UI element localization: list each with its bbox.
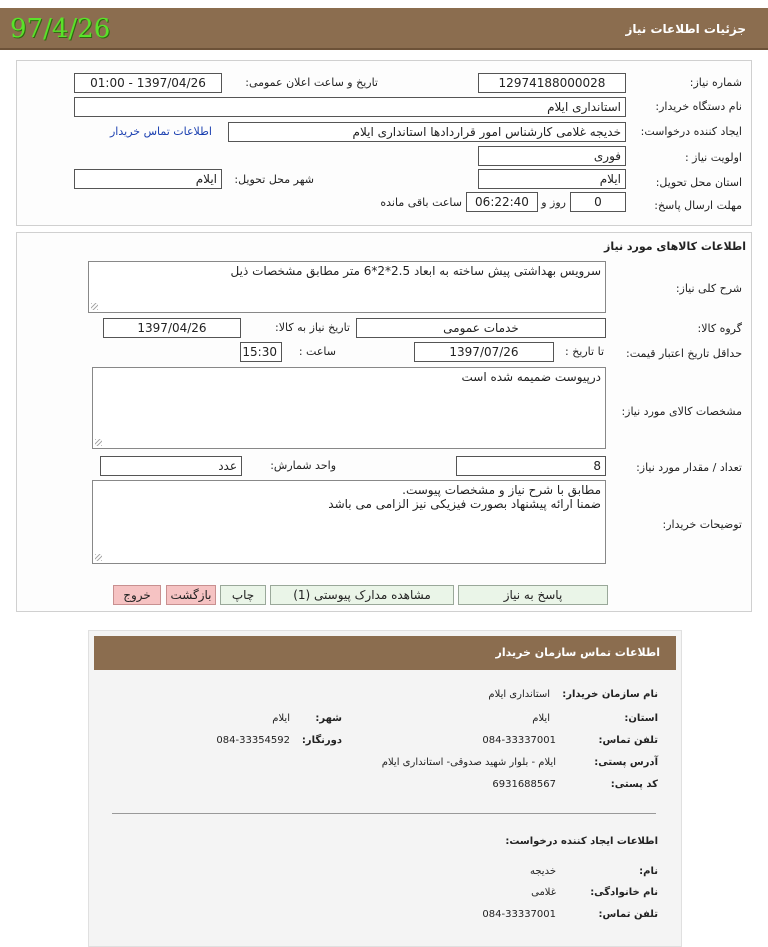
deadline-label: مهلت ارسال پاسخ: bbox=[654, 199, 742, 212]
buyer-contact-link[interactable]: اطلاعات تماس خریدار bbox=[110, 125, 212, 138]
last-name-label: نام خانوادگی: bbox=[590, 887, 658, 898]
goods-section-title: اطلاعات کالاهای مورد نیاز bbox=[604, 240, 746, 253]
back-button[interactable]: بازگشت bbox=[166, 585, 216, 605]
phone-label: تلفن تماس: bbox=[598, 735, 658, 746]
validity-label: حداقل تاریخ اعتبار قیمت: bbox=[626, 347, 742, 360]
specs-field bbox=[92, 367, 606, 449]
priority-field: فوری bbox=[478, 146, 626, 166]
qty-field: 8 bbox=[456, 456, 606, 476]
org-value: استانداری ایلام bbox=[488, 689, 550, 700]
date-stamp: 97/4/26 bbox=[10, 14, 111, 44]
announce-date-label: تاریخ و ساعت اعلان عمومی: bbox=[245, 76, 378, 89]
need-date-field: 1397/04/26 bbox=[103, 318, 241, 338]
resize-grip-icon[interactable] bbox=[91, 303, 98, 310]
deadline-days-field: 0 bbox=[570, 192, 626, 212]
creator-phone-label: تلفن تماس: bbox=[598, 909, 658, 920]
fax-label: دورنگار: bbox=[301, 735, 342, 746]
attachments-button[interactable]: مشاهده مدارک پیوستی (1) bbox=[270, 585, 454, 605]
remaining-word: ساعت باقی مانده bbox=[380, 196, 462, 209]
desc-label: شرح کلی نیاز: bbox=[675, 282, 742, 295]
resize-grip-icon[interactable] bbox=[95, 554, 102, 561]
buyer-field: استانداری ایلام bbox=[74, 97, 626, 117]
unit-field: عدد bbox=[100, 456, 242, 476]
group-field: خدمات عمومی bbox=[356, 318, 606, 338]
notes-field bbox=[92, 480, 606, 564]
page-title: جزئیات اطلاعات نیاز bbox=[625, 22, 746, 36]
desc-field bbox=[88, 261, 606, 313]
days-word: روز و bbox=[541, 196, 566, 209]
province-label: استان محل تحویل: bbox=[655, 176, 742, 189]
unit-label: واحد شمارش: bbox=[270, 459, 336, 472]
contact-city-value: ایلام bbox=[272, 713, 290, 724]
address-value: ایلام - بلوار شهید صدوقی- استانداری ایلام bbox=[381, 757, 556, 768]
specs-label: مشخصات کالای مورد نیاز: bbox=[621, 405, 742, 418]
contact-card bbox=[88, 630, 682, 947]
group-label: گروه کالا: bbox=[697, 322, 742, 335]
until-date-label: تا تاریخ : bbox=[565, 345, 604, 358]
phone-value: 084-33337001 bbox=[482, 735, 556, 746]
desc-text: سرویس بهداشتی پیش ساخته به ابعاد 2.5*2*6 متر مطابق مشخصات ذیل bbox=[230, 264, 601, 278]
priority-label: اولویت نیاز : bbox=[684, 151, 742, 164]
creator-phone-value: 084-33337001 bbox=[482, 909, 556, 920]
postal-label: کد پستی: bbox=[610, 779, 658, 790]
specs-text: درپیوست ضمیمه شده است bbox=[461, 370, 601, 384]
validity-time-label: ساعت : bbox=[298, 345, 336, 358]
print-button[interactable]: چاپ bbox=[220, 585, 266, 605]
last-name-value: غلامی bbox=[531, 887, 556, 898]
fax-value: 084-33354592 bbox=[216, 735, 290, 746]
contact-card-header bbox=[94, 636, 676, 670]
contact-province-value: ایلام bbox=[532, 713, 550, 724]
validity-date-field: 1397/07/26 bbox=[414, 342, 554, 362]
contact-province-label: استان: bbox=[624, 713, 658, 724]
address-label: آدرس پستی: bbox=[594, 757, 658, 768]
contact-card-title: اطلاعات تماس سازمان خریدار bbox=[495, 646, 660, 659]
province-field: ایلام bbox=[478, 169, 626, 189]
buyer-label: نام دستگاه خریدار: bbox=[655, 100, 742, 113]
first-name-value: خدیجه bbox=[529, 866, 556, 877]
reply-button[interactable]: پاسخ به نیاز bbox=[458, 585, 608, 605]
exit-button[interactable]: خروج bbox=[113, 585, 161, 605]
first-name-label: نام: bbox=[639, 866, 658, 877]
creator-field: خدیجه غلامی کارشناس امور قراردادها استانداری ایلام bbox=[228, 122, 626, 142]
contact-divider bbox=[112, 813, 656, 814]
announce-date-field: 1397/04/26 - 01:00 bbox=[74, 73, 222, 93]
resize-grip-icon[interactable] bbox=[95, 439, 102, 446]
validity-time-field: 15:30 bbox=[240, 342, 282, 362]
creator-label: ایجاد کننده درخواست: bbox=[640, 125, 742, 138]
org-label: نام سازمان خریدار: bbox=[562, 689, 658, 700]
notes-line-1: مطابق با شرح نیاز و مشخصات پیوست. bbox=[402, 483, 601, 497]
notes-line-2: ضمنا ارائه پیشنهاد بصورت فیزیکی نیز الزامی می باشد bbox=[328, 497, 601, 511]
qty-label: تعداد / مقدار مورد نیاز: bbox=[636, 461, 742, 474]
need-date-label: تاریخ نیاز به کالا: bbox=[275, 321, 350, 334]
deadline-time-field: 06:22:40 bbox=[466, 192, 538, 212]
need-number-label: شماره نیاز: bbox=[689, 76, 742, 89]
city-label: شهر محل تحویل: bbox=[234, 173, 314, 186]
city-field: ایلام bbox=[74, 169, 222, 189]
notes-label: توضیحات خریدار: bbox=[662, 518, 742, 531]
need-number-field: 12974188000028 bbox=[478, 73, 626, 93]
contact-city-label: شهر: bbox=[315, 713, 342, 724]
creator-section-title: اطلاعات ایجاد کننده درخواست: bbox=[505, 836, 658, 847]
postal-value: 6931688567 bbox=[492, 779, 556, 790]
